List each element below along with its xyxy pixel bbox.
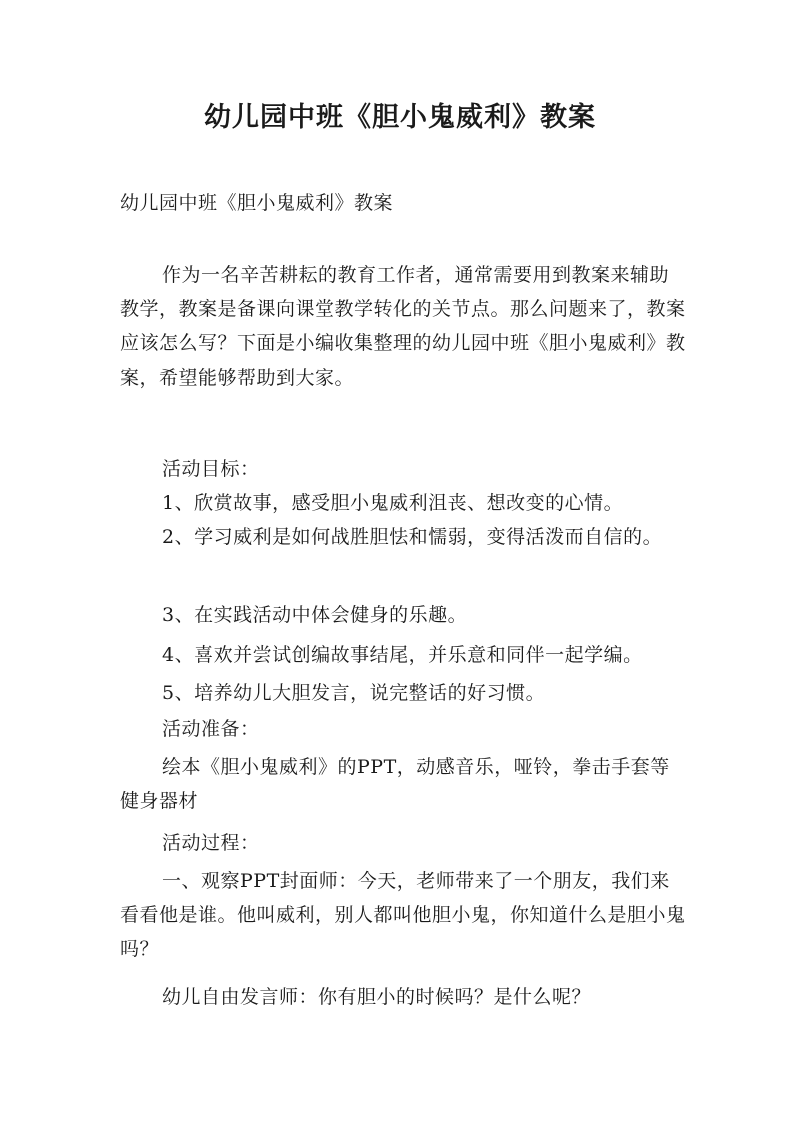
goal-item-4: 4、喜欢并尝试创编故事结尾，并乐意和同伴一起学编。 (162, 644, 643, 666)
process-paragraph-2: 幼儿自由发言师：你有胆小的时候吗？是什么呢？ (162, 986, 592, 1008)
goal-item-1: 1、欣赏故事，感受胆小鬼威利沮丧、想改变的心情。 (162, 492, 624, 514)
goal-item-3: 3、在实践活动中体会健身的乐趣。 (162, 604, 468, 626)
intro-paragraph: 作为一名辛苦耕耘的教育工作者，通常需要用到教案来辅助教学，教案是备课向课堂教学转化的关节点。那么问题来了，教案应该怎么写？下面是小编收集整理的幼儿园中班《胆小鬼威利》教案，希望能够帮助到大家。 (120, 264, 686, 389)
prep-heading: 活动准备： (162, 718, 260, 740)
prep-paragraph: 绘本《胆小鬼威利》的PPT，动感音乐，哑铃，拳击手套等健身器材 (120, 756, 670, 813)
process-heading: 活动过程： (162, 832, 260, 854)
document-subtitle: 幼儿园中班《胆小鬼威利》教案 (120, 192, 394, 214)
goal-item-2: 2、学习威利是如何战胜胆怯和懦弱，变得活泼而自信的。 (162, 526, 663, 548)
goals-heading: 活动目标： (162, 458, 260, 480)
goal-item-5: 5、培养幼儿大胆发言，说完整话的好习惯。 (162, 682, 546, 704)
process-paragraph-1: 一、观察PPT封面师：今天，老师带来了一个朋友，我们来看看他是谁。他叫威利，别人都叫他胆小鬼，你知道什么是胆小鬼吗？ (120, 870, 686, 961)
document-title: 幼儿园中班《胆小鬼威利》教案 (204, 102, 596, 133)
